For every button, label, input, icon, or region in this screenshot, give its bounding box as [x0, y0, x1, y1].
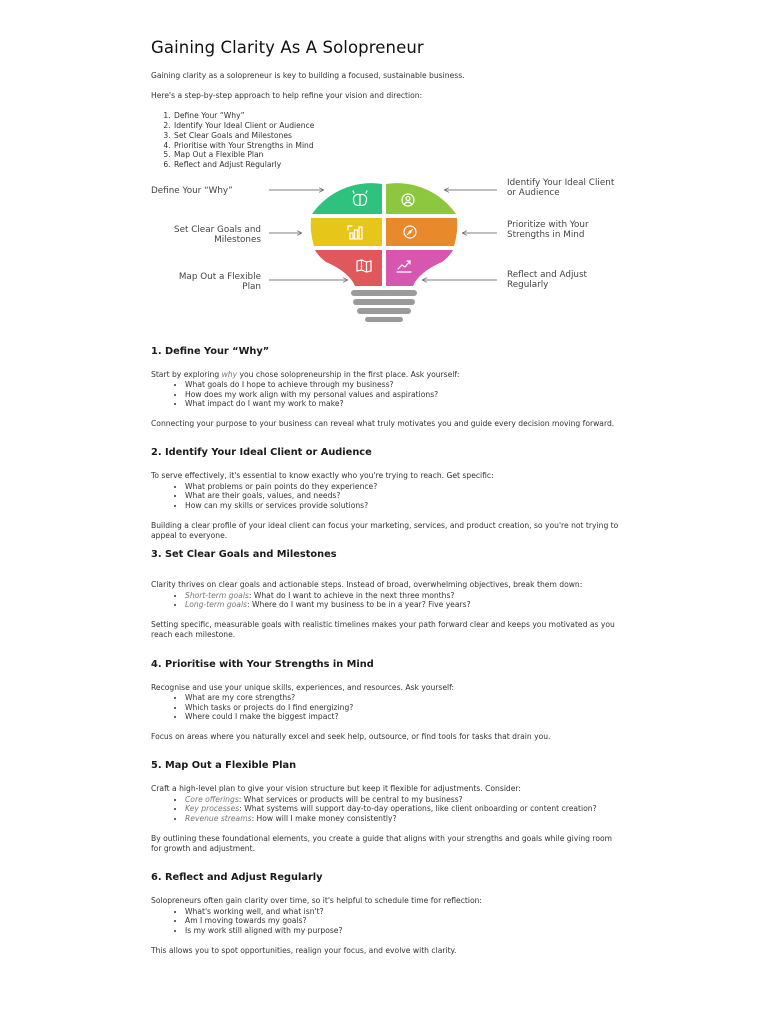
lightbulb-graphic	[151, 177, 621, 330]
document	[151, 38, 621, 966]
intro-paragraph: Gaining clarity as a solopreneur is key to building a focused, sustainable business.	[151, 71, 465, 80]
section-heading: 3. Set Clear Goals and Milestones	[151, 549, 337, 561]
list-item: • Short-term goals: What do I want to achieve in the next three months?	[185, 591, 621, 601]
list-item: • How does my work align with my personal values and aspirations?	[185, 390, 621, 400]
bullet-list	[151, 380, 621, 409]
section-closing: This allows you to spot opportunities, realign your focus, and evolve with clarity.	[151, 946, 457, 956]
section-lead: Clarity thrives on clear goals and actionable steps. Instead of broad, overwhelming objectives, break them down:	[151, 580, 583, 590]
section-goals	[151, 549, 621, 640]
steps-list	[151, 111, 621, 169]
list-item: 6. Reflect and Adjust Regularly	[173, 160, 621, 170]
section-strengths	[151, 659, 621, 743]
list-item: • Where could I make the biggest impact?	[185, 712, 621, 722]
list-item: • What goals do I hope to achieve through my business?	[185, 380, 621, 390]
segment-reflect	[386, 250, 453, 286]
list-item: • What impact do I want my work to make?	[185, 399, 621, 409]
list-item: • What are my core strengths?	[185, 693, 621, 703]
section-closing: Connecting your purpose to your business can reveal what truly motivates you and guide every decision moving forward.	[151, 419, 615, 429]
section-lead: Solopreneurs often gain clarity over time, so it's helpful to schedule time for reflection:	[151, 896, 482, 906]
section-lead: Start by exploring why you chose solopreneurship in the first place. Ask yourself:	[151, 369, 460, 379]
section-reflect	[151, 872, 621, 956]
bullet-list	[151, 482, 621, 511]
section-heading: 4. Prioritise with Your Strengths in Mind	[151, 658, 374, 670]
bullet-list	[151, 591, 621, 611]
segment-why	[312, 183, 382, 214]
approach-paragraph: Here's a step-by-step approach to help refine your vision and direction:	[151, 91, 423, 101]
label-define-why: Define Your “Why”	[151, 185, 233, 196]
section-heading: 1. Define Your “Why”	[151, 345, 270, 357]
label-map-plan: Map Out a Flexible Plan	[178, 271, 261, 292]
bulb-base	[351, 290, 417, 322]
section-lead: Recognise and use your unique skills, experiences, and resources. Ask yourself:	[151, 682, 455, 692]
bullet-list	[151, 907, 621, 936]
label-prioritize-strengths: Prioritize with Your Strengths in Mind	[507, 219, 589, 240]
list-item: • Key processes: What systems will support day-to-day operations, like client onboarding or content creation?	[185, 804, 621, 814]
lightbulb-diagram	[151, 177, 621, 330]
arrows	[269, 190, 497, 280]
section-heading: 5. Map Out a Flexible Plan	[151, 760, 297, 772]
label-set-goals: Set Clear Goals and Milestones	[173, 224, 261, 245]
section-lead: To serve effectively, it's essential to know exactly who you're trying to reach. Get specific:	[151, 471, 494, 481]
section-heading: 6. Reflect and Adjust Regularly	[151, 872, 323, 884]
list-item: • How can my skills or services provide solutions?	[185, 501, 621, 511]
section-lead: Craft a high-level plan to give your vision structure but keep it flexible for adjustments. Consider:	[151, 784, 521, 794]
section-flexible-plan	[151, 760, 621, 854]
section-closing: Setting specific, measurable goals with realistic timelines makes your path forward clear and keeps you motivated as you reach each milestone.	[151, 620, 615, 640]
section-ideal-client	[151, 447, 621, 541]
section-closing: By outlining these foundational elements, you create a guide that aligns with your strengths and goals while giving room for growth and adjustment.	[151, 834, 613, 854]
list-item: 1. Define Your “Why”	[173, 111, 621, 121]
segment-strengths	[386, 218, 457, 246]
page-title: Gaining Clarity As A Solopreneur	[151, 38, 424, 57]
section-closing: Building a clear profile of your ideal client can focus your marketing, services, and product creation, so you're not trying to appeal to everyone.	[151, 521, 619, 541]
list-item: • Long-term goals: Where do I want my business to be in a year? Five years?	[185, 600, 621, 610]
list-item: 4. Prioritise with Your Strengths in Mind	[173, 141, 621, 151]
bullet-list	[151, 693, 621, 722]
label-identify-client: Identify Your Ideal Client or Audience	[507, 177, 615, 198]
bullet-list	[151, 795, 621, 824]
list-item: • Core offerings: What services or products will be central to my business?	[185, 795, 621, 805]
section-define-why	[151, 346, 621, 430]
list-item: 5. Map Out a Flexible Plan	[173, 150, 621, 160]
list-item: • Am I moving towards my goals?	[185, 916, 621, 926]
list-item: • Is my work still aligned with my purpose?	[185, 926, 621, 936]
section-heading: 2. Identify Your Ideal Client or Audience	[151, 447, 372, 459]
list-item: • What's working well, and what isn't?	[185, 907, 621, 917]
label-reflect-adjust: Reflect and Adjust Regularly	[507, 269, 588, 290]
segment-goals	[311, 218, 382, 246]
list-item: • What are their goals, values, and needs?	[185, 491, 621, 501]
list-item: 2. Identify Your Ideal Client or Audience	[173, 121, 621, 131]
segment-client	[386, 183, 456, 214]
list-item: • Which tasks or projects do I find energizing?	[185, 703, 621, 713]
list-item: • Revenue streams: How will I make money consistently?	[185, 814, 621, 824]
segment-plan	[315, 250, 382, 286]
list-item: • What problems or pain points do they experience?	[185, 482, 621, 492]
list-item: 3. Set Clear Goals and Milestones	[173, 131, 621, 141]
section-closing: Focus on areas where you naturally excel and seek help, outsource, or find tools for tasks that drain you.	[151, 732, 551, 742]
